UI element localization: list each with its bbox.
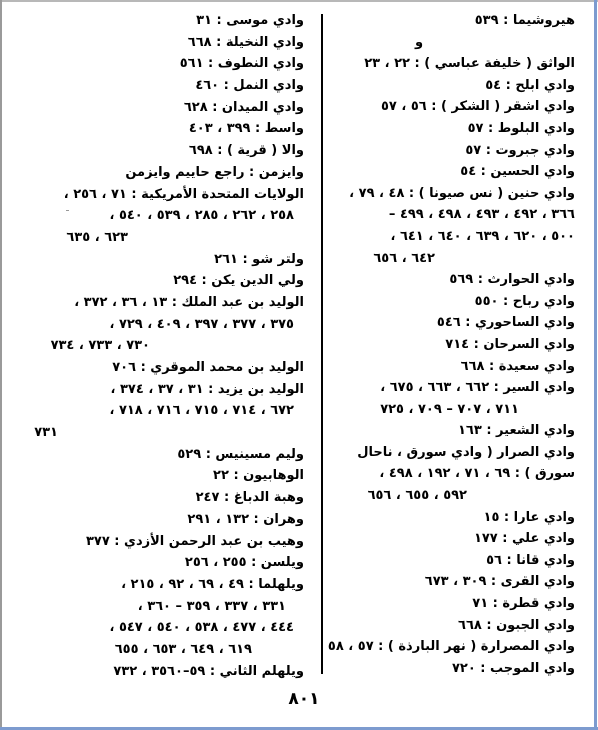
index-entry: وادي الجبون : ٦٦٨ xyxy=(458,617,575,633)
index-entry: وادي قانا : ٥٦ xyxy=(486,552,575,568)
index-entry: وهيب بن عبد الرحمن الأزدي : ٣٧٧ xyxy=(85,533,304,549)
index-entry: وادي الميدان : ٦٢٨ xyxy=(183,99,304,115)
index-entry: وادي عارا : ١٥ xyxy=(483,509,575,525)
index-entry-continuation: سورق ) : ٦٩ ، ٧١ ، ١٩٢ ، ٤٩٨ ، xyxy=(379,466,575,482)
index-entry: وهبة الدباغ : ٢٤٧ xyxy=(195,490,304,506)
index-entry: وهران : ١٣٢ ، ٢٩١ xyxy=(187,511,304,527)
index-entry: وادي اشقر ( الشكر ) : ٥٦ ، ٥٧ xyxy=(380,99,575,115)
index-entry: الوليد بن يزيد : ٣١ ، ٣٧ ، ٣٧٤ ، xyxy=(110,381,304,397)
index-entry: هيروشيما : ٥٣٩ xyxy=(474,13,575,28)
index-entry-continuation: ٣٣١ ، ٣٣٧ ، ٣٥٩ – ٣٦٠ ، xyxy=(137,598,286,614)
section-letter: و xyxy=(415,34,424,50)
index-entry-continuation: ٤٤٤ ، ٤٧٧ ، ٥٣٨ ، ٥٤٠ ، ٥٤٧ ، xyxy=(109,620,294,636)
index-entry: ولتر شو : ٢٦١ xyxy=(214,251,304,267)
index-column-left xyxy=(18,10,314,682)
index-entry-continuation: ٦٢٣ ، ٦٣٥ xyxy=(66,229,128,245)
index-entry: وايزمن : راجع حاييم وايزمن xyxy=(125,164,304,180)
index-entry: وادي قطرة : ٧١ xyxy=(472,596,575,612)
index-entry: وادي رباح : ٥٥٠ xyxy=(474,293,575,309)
index-entry: الوليد بن محمد الموقري : ٧٠٦ xyxy=(112,360,304,375)
index-entry-continuation: ٦٧٢ ، ٧١٤ ، ٧١٥ ، ٧١٦ ، ٧١٨ ، xyxy=(109,403,294,419)
index-entry: وادي الساحوري : ٥٤٦ xyxy=(436,315,575,331)
index-entry: وادي حنين ( نس صيونا ) : ٤٨ ، ٧٩ ، xyxy=(349,185,575,201)
index-entry: وادي الصرار ( وادي سورق ، ناحال xyxy=(357,444,575,460)
index-entry-continuation: ٣٧٥ ، ٣٧٧ ، ٣٩٧ ، ٤٠٩ ، ٧٢٩ ، xyxy=(109,316,294,332)
index-entry: وادي السرحان : ٧١٤ xyxy=(445,336,575,352)
index-entry: وليم مسينيس : ٥٢٩ xyxy=(177,446,304,462)
index-entry: وادي الحسين : ٥٤ xyxy=(460,164,575,180)
index-entry: وادي النطوف : ٥٦١ xyxy=(179,56,304,72)
index-entry-continuation: ٣٦٦ ، ٤٩٢ ، ٤٩٣ ، ٤٩٨ ، ٤٩٩ – xyxy=(388,207,575,223)
index-entry-continuation: ٧١١ ، ٧٠٧ – ٧٠٩ ، ٧٢٥ xyxy=(380,401,519,417)
index-entry: وادي موسى : ٣١ xyxy=(196,13,304,28)
index-entry-continuation: ٢٥٨ ، ٢٦٢ ، ٢٨٥ ، ٥٣٩ ، ٥٤٠ ، xyxy=(109,208,294,224)
index-column-right xyxy=(327,10,585,679)
index-entry: الوليد بن عبد الملك : ١٣ ، ٣٦ ، ٣٧٢ ، xyxy=(74,294,304,310)
index-entry-continuation: ٥٩٢ ، ٦٥٥ ، ٦٥٦ xyxy=(367,488,467,504)
index-entry: وادي النمل : ٤٦٠ xyxy=(195,78,304,94)
page-number: ٨٠١ xyxy=(288,689,320,709)
index-entry: وادي ابلح : ٥٤ xyxy=(485,77,575,93)
index-entry-continuation: ٦١٩ ، ٦٤٩ ، ٦٥٣ ، ٦٥٥ xyxy=(114,641,252,657)
index-entry: الواثق ( خليفة عباسي ) : ٢٢ ، ٢٣ xyxy=(364,56,575,72)
index-entry-continuation: ٥٠٠ ، ٦٢٠ ، ٦٣٩ ، ٦٤٠ ، ٦٤١ ، xyxy=(390,228,575,244)
index-entry: والا ( قرية ) : ٦٩٨ xyxy=(188,143,304,159)
index-entry: وادي الحوارث : ٥٦٩ xyxy=(449,272,575,288)
index-entry: وادي الموجب : ٧٢٠ xyxy=(451,660,575,676)
index-entry: وادي جبروت : ٥٧ xyxy=(465,142,575,158)
page-border-left xyxy=(0,0,2,730)
page-border-top xyxy=(0,0,598,2)
index-entry: وادي سعيدة : ٦٦٨ xyxy=(460,358,575,374)
index-entry: واسط : ٣٩٩ ، ٤٠٣ xyxy=(188,121,304,137)
index-entry: ويلهلم الثاني : ٥٩–٣٥٦٠ ، ٧٣٢ xyxy=(113,663,304,679)
index-entry: وادي السير : ٦٦٢ ، ٦٦٣ ، ٦٧٥ ، xyxy=(380,380,575,396)
index-entry: وادي الشعير : ١٦٣ xyxy=(457,423,575,439)
index-entry: وادي القرى : ٣٠٩ ، ٦٧٣ xyxy=(424,574,575,590)
page-border-right xyxy=(594,0,597,730)
index-entry-continuation: ٦٤٢ ، ٦٥٦ xyxy=(373,250,435,266)
index-entry: الولايات المتحدة الأمريكية : ٧١ ، ٢٥٦ ، xyxy=(63,186,304,202)
index-entry: وادي النخيلة : ٦٦٨ xyxy=(187,34,304,50)
index-entry-continuation: ٧٣١ xyxy=(34,425,58,441)
index-entry: ويلسن : ٢٥٥ ، ٢٥٦ xyxy=(184,555,304,571)
index-entry: وادي المصرارة ( نهر البارذة ) : ٥٧ ، ٥٨ xyxy=(327,639,575,655)
index-entry: ويلهلما : ٤٩ ، ٦٩ ، ٩٢ ، ٢١٥ ، xyxy=(121,576,304,592)
index-entry: ولي الدين يكن : ٢٩٤ xyxy=(173,273,304,289)
index-entry: وادي علي : ١٧٧ xyxy=(473,531,575,547)
index-entry: وادي البلوط : ٥٧ xyxy=(467,120,575,136)
column-divider xyxy=(321,14,323,674)
index-entry: الوهابيون : ٢٢ xyxy=(213,468,304,484)
index-entry-continuation: ٧٣٠ ، ٧٣٣ ، ٧٣٤ xyxy=(50,338,150,354)
